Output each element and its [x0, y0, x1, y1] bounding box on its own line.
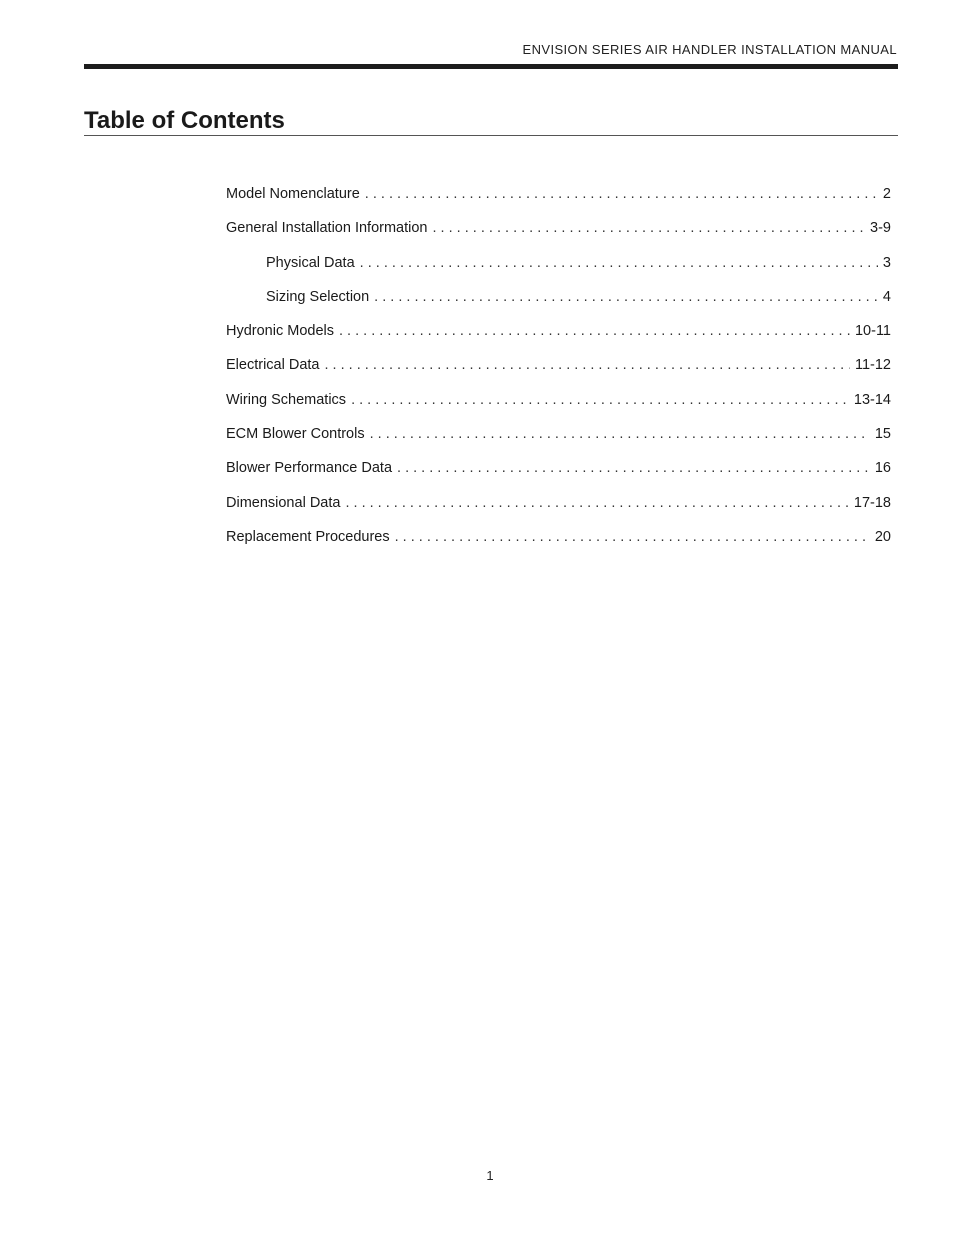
toc-entry-label: Replacement Procedures: [226, 528, 390, 545]
toc-dot-leader: [374, 289, 878, 305]
toc-entry-label: Electrical Data: [226, 357, 320, 374]
toc-entry-ecm-blower-controls[interactable]: [226, 426, 891, 460]
toc-dot-leader: [360, 255, 878, 271]
toc-entry-label: Blower Performance Data: [226, 460, 393, 477]
toc-entry-page: 3-9: [870, 220, 891, 237]
page-number: 1: [486, 1168, 494, 1183]
toc-dot-leader: [395, 529, 870, 545]
toc-entry-label: Model Nomenclature: [226, 186, 360, 202]
toc-entry-page: 2: [882, 186, 891, 202]
toc-dot-leader: [433, 220, 866, 236]
toc-entry-page: 16: [874, 460, 891, 477]
toc-entry-electrical-data[interactable]: [226, 357, 891, 391]
toc-entry-replacement-procedures[interactable]: [226, 529, 891, 563]
toc-entry-blower-performance-data[interactable]: [226, 460, 891, 494]
toc-dot-leader: [365, 186, 878, 202]
toc-entry-page: 10-11: [854, 323, 891, 340]
page-title: Table of Contents: [84, 107, 285, 134]
toc-dot-leader: [351, 392, 849, 408]
toc-entry-page: 17-18: [853, 494, 891, 511]
toc-dot-leader: [339, 323, 850, 339]
toc-entry-general-installation-information[interactable]: [226, 220, 891, 254]
toc-entry-label: ECM Blower Controls: [226, 426, 365, 443]
toc-entry-page: 3: [882, 254, 891, 271]
toc-entry-hydronic-models[interactable]: [226, 323, 891, 357]
toc-entry-page: 20: [874, 528, 891, 545]
header-rule: [84, 64, 898, 69]
toc-dot-leader: [370, 426, 870, 442]
toc-dot-leader: [397, 460, 870, 476]
toc-entry-label: Sizing Selection: [266, 288, 370, 305]
toc-entry-page: 15: [874, 426, 891, 443]
toc-entry-label: Hydronic Models: [226, 323, 334, 340]
running-header: ENVISION SERIES AIR HANDLER INSTALLATION MANUAL: [522, 42, 897, 57]
toc-entry-wiring-schematics[interactable]: [226, 392, 891, 426]
toc-entry-label: General Installation Information: [226, 220, 428, 237]
toc-entry-page: 13-14: [853, 391, 891, 408]
toc-entry-dimensional-data[interactable]: [226, 495, 891, 529]
toc-entry-model-nomenclature[interactable]: [226, 186, 891, 220]
toc-entry-label: Physical Data: [266, 254, 355, 271]
toc-dot-leader: [345, 495, 848, 511]
table-of-contents: [226, 186, 891, 563]
toc-entry-page: 11-12: [854, 357, 891, 374]
toc-entry-label: Wiring Schematics: [226, 391, 347, 408]
toc-dot-leader: [324, 357, 850, 373]
toc-entry-label: Dimensional Data: [226, 494, 341, 511]
title-rule: [84, 135, 898, 136]
toc-entry-page: 4: [882, 288, 891, 305]
toc-entry-sizing-selection[interactable]: [226, 289, 891, 323]
toc-entry-physical-data[interactable]: [226, 255, 891, 289]
